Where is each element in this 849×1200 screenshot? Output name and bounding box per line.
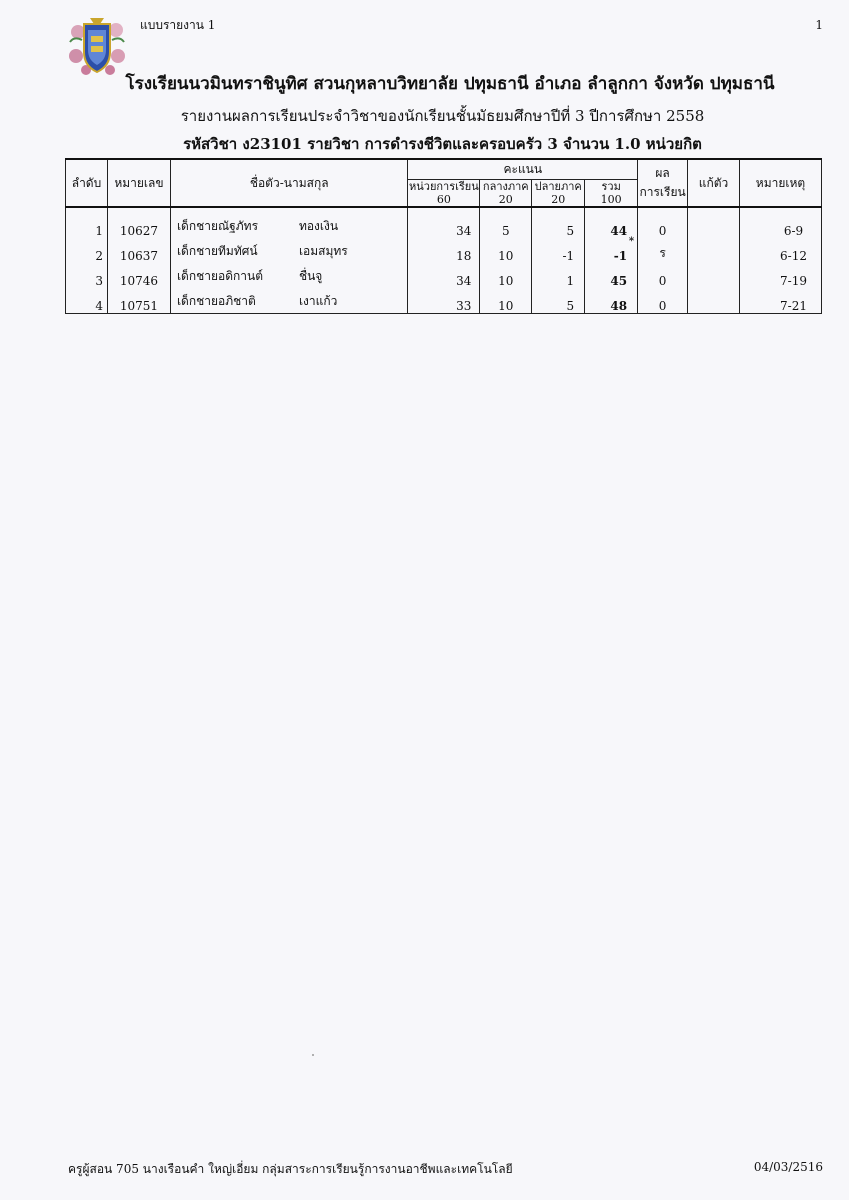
cell-total xyxy=(585,288,638,314)
col-final-label: ปลายภาค xyxy=(534,180,582,193)
table-row xyxy=(66,213,822,238)
cell-mark: * xyxy=(628,236,635,247)
cell-final: 5 xyxy=(532,213,585,238)
col-total-max: 100 xyxy=(600,193,622,206)
cell-remark: 7-21 xyxy=(740,288,822,314)
cell-last-name: ทองเงิน xyxy=(298,219,339,233)
cell-unit: 33 xyxy=(408,288,480,314)
cell-id: 10637 xyxy=(107,238,170,263)
cell-order: 4 xyxy=(66,288,108,314)
cell-name xyxy=(170,238,408,263)
cell-order: 3 xyxy=(66,263,108,288)
cell-last-name: เอมสมุทร xyxy=(298,244,348,258)
cell-id: 10627 xyxy=(107,213,170,238)
cell-first-name: เด็กชายณัฐภัทร xyxy=(176,219,259,233)
table-row xyxy=(66,238,822,263)
cell-correction xyxy=(688,213,740,238)
cell-midterm: 10 xyxy=(480,238,532,263)
subject-title: รหัสวิชา ง23101 รายวิชา การดำรงชีวิตและครอบครัว 3 จำนวน 1.0 หน่วยกิต xyxy=(183,135,702,153)
grades-table xyxy=(65,158,822,314)
col-result-bottom: การเรียน xyxy=(639,185,686,199)
scan-speck xyxy=(312,1054,314,1056)
col-final xyxy=(532,180,585,208)
cell-unit: 18 xyxy=(408,238,480,263)
col-total xyxy=(585,180,638,208)
cell-order: 1 xyxy=(66,213,108,238)
cell-correction xyxy=(688,263,740,288)
table-row xyxy=(66,263,822,288)
school-title: โรงเรียนนวมินทราชินูทิศ สวนกุหลาบวิทยาลัย ปทุมธานี อำเภอ ลำลูกกา จังหวัด ปทุมธานี xyxy=(125,74,775,94)
cell-remark: 6-9 xyxy=(740,213,822,238)
col-name: ชื่อตัว-นามสกุล xyxy=(170,159,408,207)
cell-name xyxy=(170,263,408,288)
cell-total xyxy=(585,263,638,288)
cell-first-name: เด็กชายอดิกานต์ xyxy=(176,269,264,283)
cell-unit: 34 xyxy=(408,263,480,288)
cell-id: 10751 xyxy=(107,288,170,314)
col-midterm xyxy=(480,180,532,208)
col-final-max: 20 xyxy=(551,193,566,206)
cell-total-value: 45 xyxy=(610,274,628,288)
cell-final: 5 xyxy=(532,288,585,314)
cell-result: 0 xyxy=(638,263,688,288)
col-unit xyxy=(408,180,480,208)
cell-last-name: เงาแก้ว xyxy=(298,294,338,308)
cell-name xyxy=(170,213,408,238)
col-midterm-max: 20 xyxy=(498,193,513,206)
cell-final: -1 xyxy=(532,238,585,263)
col-remark: หมายเหตุ xyxy=(740,159,822,207)
cell-correction xyxy=(688,288,740,314)
cell-result: ร xyxy=(638,238,688,263)
cell-order: 2 xyxy=(66,238,108,263)
col-student-id: หมายเลข xyxy=(107,159,170,207)
cell-first-name: เด็กชายอภิชาติ xyxy=(176,294,256,308)
col-midterm-label: กลางภาค xyxy=(482,180,529,193)
col-order: ลำดับ xyxy=(66,159,108,207)
cell-total-value: 48 xyxy=(610,299,628,313)
cell-remark: 7-19 xyxy=(740,263,822,288)
cell-midterm: 10 xyxy=(480,263,532,288)
cell-first-name: เด็กชายทีมทัศน์ xyxy=(176,244,258,258)
cell-remark: 6-12 xyxy=(740,238,822,263)
cell-correction xyxy=(688,238,740,263)
col-total-label: รวม xyxy=(601,180,621,193)
cell-id: 10746 xyxy=(107,263,170,288)
school-crest-icon xyxy=(64,12,130,78)
cell-result: 0 xyxy=(638,288,688,314)
col-result-top: ผล xyxy=(655,166,670,180)
cell-total xyxy=(585,238,638,263)
col-result xyxy=(638,159,688,207)
page-number: 1 xyxy=(815,18,823,32)
cell-midterm: 10 xyxy=(480,288,532,314)
cell-last-name: ชื่นจู xyxy=(298,269,323,283)
cell-name xyxy=(170,288,408,314)
cell-total xyxy=(585,213,638,238)
report-title: รายงานผลการเรียนประจำวิชาของนักเรียนชั้นมัธยมศึกษาปีที่ 3 ปีการศึกษา 2558 xyxy=(180,107,705,125)
cell-final: 1 xyxy=(532,263,585,288)
teacher-footer: ครูผู้สอน 705 นางเรือนคำ ใหญ่เอี่ยม กลุ่มสาระการเรียนรู้การงานอาชีพและเทคโนโลยี xyxy=(68,1162,513,1176)
report-date: 04/03/2516 xyxy=(753,1160,823,1174)
table-row xyxy=(66,288,822,314)
cell-unit: 34 xyxy=(408,213,480,238)
col-unit-max: 60 xyxy=(436,193,451,206)
col-scores: คะแนน xyxy=(408,159,638,180)
cell-midterm: 5 xyxy=(480,213,532,238)
form-name: แบบรายงาน 1 xyxy=(140,18,216,32)
cell-total-value: -1 xyxy=(613,249,628,263)
cell-result: 0 xyxy=(638,213,688,238)
col-unit-label: หน่วยการเรียน xyxy=(409,180,479,193)
col-correction: แก้ตัว xyxy=(688,159,740,207)
cell-total-value: 44 xyxy=(610,224,628,238)
